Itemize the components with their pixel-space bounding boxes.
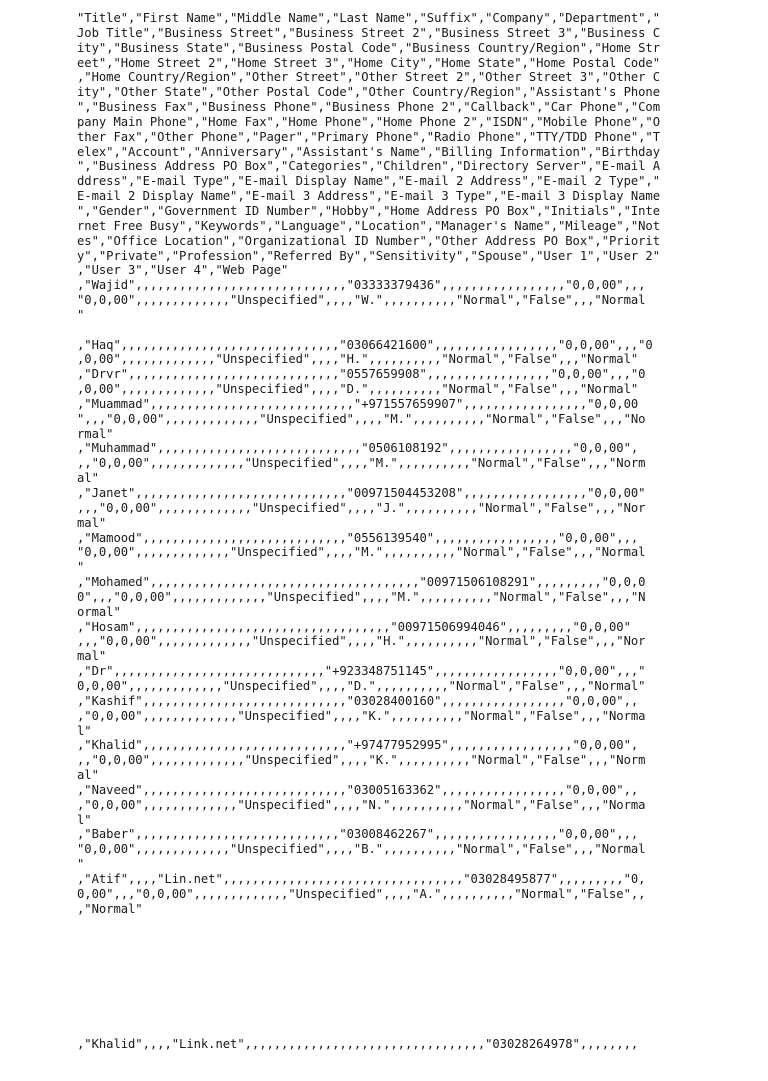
text-line: ddress","E-mail Type","E-mail Display Name","E-mail 2 Address","E-mail 2 Type",": [77, 174, 661, 189]
text-line: ,"Home Country/Region","Other Street","Other Street 2","Other Street 3","Other C: [77, 70, 661, 85]
text-line: ,"Khalid",,,,,,,,,,,,,,,,,,,,,,,,,,,,"+97477952995",,,,,,,,,,,,,,,,,"0,0,00",: [77, 738, 639, 753]
text-line: "Title","First Name","Middle Name","Last Name","Suffix","Company","Department",": [77, 11, 661, 25]
csv-bottom-line: [77, 1007, 677, 1081]
text-line: ,"Mohamed",,,,,,,,,,,,,,,,,,,,,,,,,,,,,,,,,,,,,"00971506108291",,,,,,,,,"0,0,0: [77, 575, 646, 590]
text-line: ,"Atif",,,,"Lin.net",,,,,,,,,,,,,,,,,,,,,,,,,,,,,,,,,"03028495877",,,,,,,,,"0,: [77, 871, 646, 886]
text-line: ": [77, 307, 85, 322]
text-line: rnet Free Busy","Keywords","Language","Location","Manager's Name","Mileage","Not: [77, 218, 661, 233]
text-line: ,"Muammad",,,,,,,,,,,,,,,,,,,,,,,,,,,,"+971557659907",,,,,,,,,,,,,,,,,"0,0,00: [77, 396, 639, 411]
text-line: ,,,"0,0,00",,,,,,,,,,,,,"Unspecified",,,,"H.",,,,,,,,,,"Normal","False",,,"Nor: [77, 634, 646, 649]
text-line: ,"User 3","User 4","Web Page": [77, 263, 289, 278]
text-line: ,,"0,0,00",,,,,,,,,,,,,"Unspecified",,,,"K.",,,,,,,,,,"Normal","False",,,"Norm: [77, 753, 646, 768]
text-line: ,"0,0,00",,,,,,,,,,,,,"Unspecified",,,,"K.",,,,,,,,,,"Normal","False",,,"Norma: [77, 708, 646, 723]
csv-text-block: [77, 11, 677, 916]
text-line: ,"Drvr",,,,,,,,,,,,,,,,,,,,,,,,,,,,,"0557659908",,,,,,,,,,,,,,,,,"0,0,00",,,"0: [77, 367, 646, 382]
text-line: ,"Khalid",,,,"Link.net",,,,,,,,,,,,,,,,,,,,,,,,,,,,,,,,,"03028264978",,,,,,,,: [77, 1036, 639, 1051]
text-line: ,0,00",,,,,,,,,,,,,"Unspecified",,,,"D.",,,,,,,,,,"Normal","False",,,"Normal": [77, 382, 639, 397]
text-line: al": [77, 768, 99, 783]
text-line: ": [77, 857, 85, 872]
text-line: mal": [77, 515, 107, 530]
text-line: "0,0,00",,,,,,,,,,,,,"Unspecified",,,,"W.",,,,,,,,,,"Normal","False",,,"Normal: [77, 293, 646, 308]
text-line: y","Private","Profession","Referred By","Sensitivity","Spouse","User 1","User 2": [77, 248, 661, 263]
text-line: ther Fax","Other Phone","Pager","Primary Phone","Radio Phone","TTY/TDD Phone","T: [77, 129, 661, 144]
text-line: Job Title","Business Street","Business Street 2","Business Street 3","Business C: [77, 25, 661, 40]
text-line: ,"Baber",,,,,,,,,,,,,,,,,,,,,,,,,,,,"03008462267",,,,,,,,,,,,,,,,,"0,0,00",,,: [77, 827, 639, 842]
text-line: ","Business Address PO Box","Categories","Children","Directory Server","E-mail A: [77, 159, 661, 174]
text-line: ,0,00",,,,,,,,,,,,,"Unspecified",,,,"H.",,,,,,,,,,"Normal","False",,,"Normal": [77, 352, 639, 367]
text-line: mal": [77, 649, 107, 664]
text-line: rmal": [77, 426, 114, 441]
text-line: 0,00",,,"0,0,00",,,,,,,,,,,,,"Unspecified",,,,"A.",,,,,,,,,,"Normal","False",,: [77, 886, 646, 901]
text-line: elex","Account","Anniversary","Assistant's Name","Billing Information","Birthday: [77, 144, 661, 159]
text-line: ",,,"0,0,00",,,,,,,,,,,,,"Unspecified",,,,"M.",,,,,,,,,,"Normal","False",,,"No: [77, 411, 646, 426]
text-line: l": [77, 812, 92, 827]
text-line: ": [77, 560, 85, 575]
text-line: ","Gender","Government ID Number","Hobby","Home Address PO Box","Initials","Inte: [77, 203, 661, 218]
text-line: eet","Home Street 2","Home Street 3","Home City","Home State","Home Postal Code": [77, 55, 661, 70]
text-line: ,"Dr",,,,,,,,,,,,,,,,,,,,,,,,,,,,,"+923348751145",,,,,,,,,,,,,,,,,"0,0,00",,,": [77, 664, 646, 679]
text-line: ,,,"0,0,00",,,,,,,,,,,,,"Unspecified",,,,"J.",,,,,,,,,,"Normal","False",,,"Nor: [77, 500, 646, 515]
text-line: ,"Haq",,,,,,,,,,,,,,,,,,,,,,,,,,,,,,"03066421600",,,,,,,,,,,,,,,,,"0,0,00",,,"0: [77, 337, 653, 352]
text-line: 0",,,"0,0,00",,,,,,,,,,,,,"Unspecified",,,,"M.",,,,,,,,,,"Normal","False",,,"N: [77, 589, 646, 604]
text-line: "0,0,00",,,,,,,,,,,,,"Unspecified",,,,"B.",,,,,,,,,,"Normal","False",,,"Normal: [77, 842, 646, 857]
text-line: ,"0,0,00",,,,,,,,,,,,,"Unspecified",,,,"N.",,,,,,,,,,"Normal","False",,,"Norma: [77, 797, 646, 812]
text-line: 0,0,00",,,,,,,,,,,,,"Unspecified",,,,"D.",,,,,,,,,,"Normal","False",,,"Normal": [77, 678, 646, 693]
text-line: al": [77, 471, 99, 486]
text-line: [77, 323, 677, 338]
text-line: ,,"0,0,00",,,,,,,,,,,,,"Unspecified",,,,"M.",,,,,,,,,,"Normal","False",,,"Norm: [77, 456, 646, 471]
text-line: ,"Mamood",,,,,,,,,,,,,,,,,,,,,,,,,,,,"0556139540",,,,,,,,,,,,,,,,,"0,0,00",,,: [77, 530, 639, 545]
text-line: E-mail 2 Display Name","E-mail 3 Address","E-mail 3 Type","E-mail 3 Display Name: [77, 189, 661, 204]
text-line: ity","Other State","Other Postal Code","Other Country/Region","Assistant's Phone: [77, 85, 661, 100]
text-line: l": [77, 723, 92, 738]
text-line: "0,0,00",,,,,,,,,,,,,"Unspecified",,,,"M.",,,,,,,,,,"Normal","False",,,"Normal: [77, 545, 646, 560]
text-line: ","Business Fax","Business Phone","Business Phone 2","Callback","Car Phone","Com: [77, 100, 661, 115]
text-line: ,"Kashif",,,,,,,,,,,,,,,,,,,,,,,,,,,,"03028400160",,,,,,,,,,,,,,,,,"0,0,00",,: [77, 693, 639, 708]
text-line: ,"Normal": [77, 901, 143, 916]
text-line: ,"Naveed",,,,,,,,,,,,,,,,,,,,,,,,,,,,"03005163362",,,,,,,,,,,,,,,,,"0,0,00",,: [77, 782, 639, 797]
text-line: es","Office Location","Organizational ID Number","Other Address PO Box","Priorit: [77, 233, 661, 248]
text-line: pany Main Phone","Home Fax","Home Phone","Home Phone 2","ISDN","Mobile Phone","O: [77, 114, 661, 129]
text-line: ,"Hosam",,,,,,,,,,,,,,,,,,,,,,,,,,,,,,,,,,,"00971506994046",,,,,,,,,"0,0,00": [77, 619, 631, 634]
text-line: ,"Muhammad",,,,,,,,,,,,,,,,,,,,,,,,,,,,"0506108192",,,,,,,,,,,,,,,,,"0,0,00",: [77, 441, 639, 456]
text-line: ormal": [77, 604, 121, 619]
text-line: ,"Janet",,,,,,,,,,,,,,,,,,,,,,,,,,,,,"00971504453208",,,,,,,,,,,,,,,,,"0,0,00": [77, 486, 646, 500]
text-line: ,"Wajid",,,,,,,,,,,,,,,,,,,,,,,,,,,,,"03333379436",,,,,,,,,,,,,,,,,"0,0,00",,,: [77, 278, 646, 293]
text-line: ity","Business State","Business Postal Code","Business Country/Region","Home Str: [77, 40, 661, 55]
